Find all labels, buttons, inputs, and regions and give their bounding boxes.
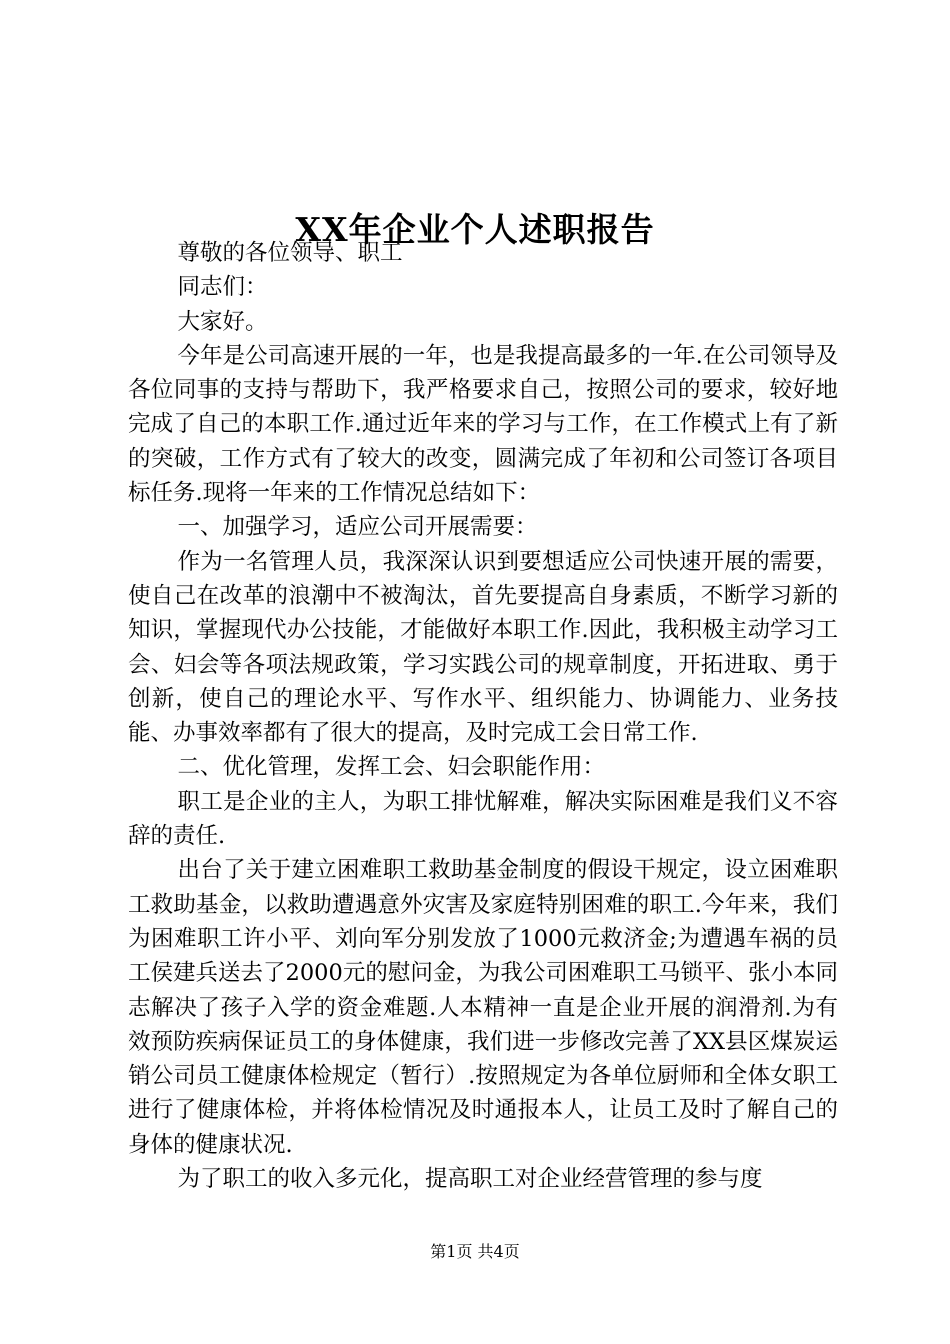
- section-heading-2: 二、优化管理，发挥工会、妇会职能作用：: [177, 754, 606, 781]
- section-heading-1: 一、加强学习，适应公司开展需要：: [177, 514, 538, 541]
- page-footer: 第1页 共4页: [430, 1242, 520, 1261]
- salutation-line-1: 尊敬的各位领导、职工: [177, 240, 403, 266]
- greeting: 大家好。: [177, 308, 268, 335]
- intro-paragraph: 今年是公司高速开展的一年，也是我提高最多的一年.在公司领导及各位同事的支持与帮助下，我严格要求自己，按照公司的要求，较好地完成了自己的本职工作.通过近年来的学习与工作，在工作模式上有了新的突破，工作方式有了较大的改变，圆满完成了年初和公司签订各项目标任务.现将一年来的工作情况总结如下：: [128, 342, 838, 507]
- section-2-paragraph-1: 职工是企业的主人，为职工排忧解难，解决实际困难是我们义不容辞的责任.: [128, 788, 838, 850]
- section-2-paragraph-2: 出台了关于建立困难职工救助基金制度的假设干规定，设立困难职工救助基金，以救助遭遇意外灾害及家庭特别困难的职工.今年来，我们为困难职工许小平、刘向军分别发放了1000元救济金;为遭遇车祸的员工侯建兵送去了2000元的慰问金，为我公司困难职工马锁平、张小本同志解决了孩子入学的资金难题.人本精神一直是企业开展的润滑剂.为有效预防疾病保证员工的身体健康，我们进一步修改完善了XX县区煤炭运销公司员工健康体检规定（暂行）.按照规定为各单位厨师和全体女职工进行了健康体检，并将体检情况及时通报本人，让员工及时了解自己的身体的健康状况.: [128, 857, 838, 1158]
- document-title: XX年企业个人述职报告: [295, 210, 655, 250]
- section-1-paragraph: 作为一名管理人员，我深深认识到要想适应公司快速开展的需要，使自己在改革的浪潮中不被淘汰，首先要提高自身素质，不断学习新的知识，掌握现代办公技能，才能做好本职工作.因此，我积极主动学习工会、妇会等各项法规政策，学习实践公司的规章制度，开拓进取、勇于创新，使自己的理论水平、写作水平、组织能力、协调能力、业务技能、办事效率都有了很大的提高，及时完成工会日常工作.: [128, 548, 838, 747]
- section-2-paragraph-3: 为了职工的收入多元化，提高职工对企业经营管理的参与度: [177, 1166, 763, 1193]
- salutation-line-2: 同志们：: [177, 274, 268, 301]
- document-body: [128, 236, 838, 1196]
